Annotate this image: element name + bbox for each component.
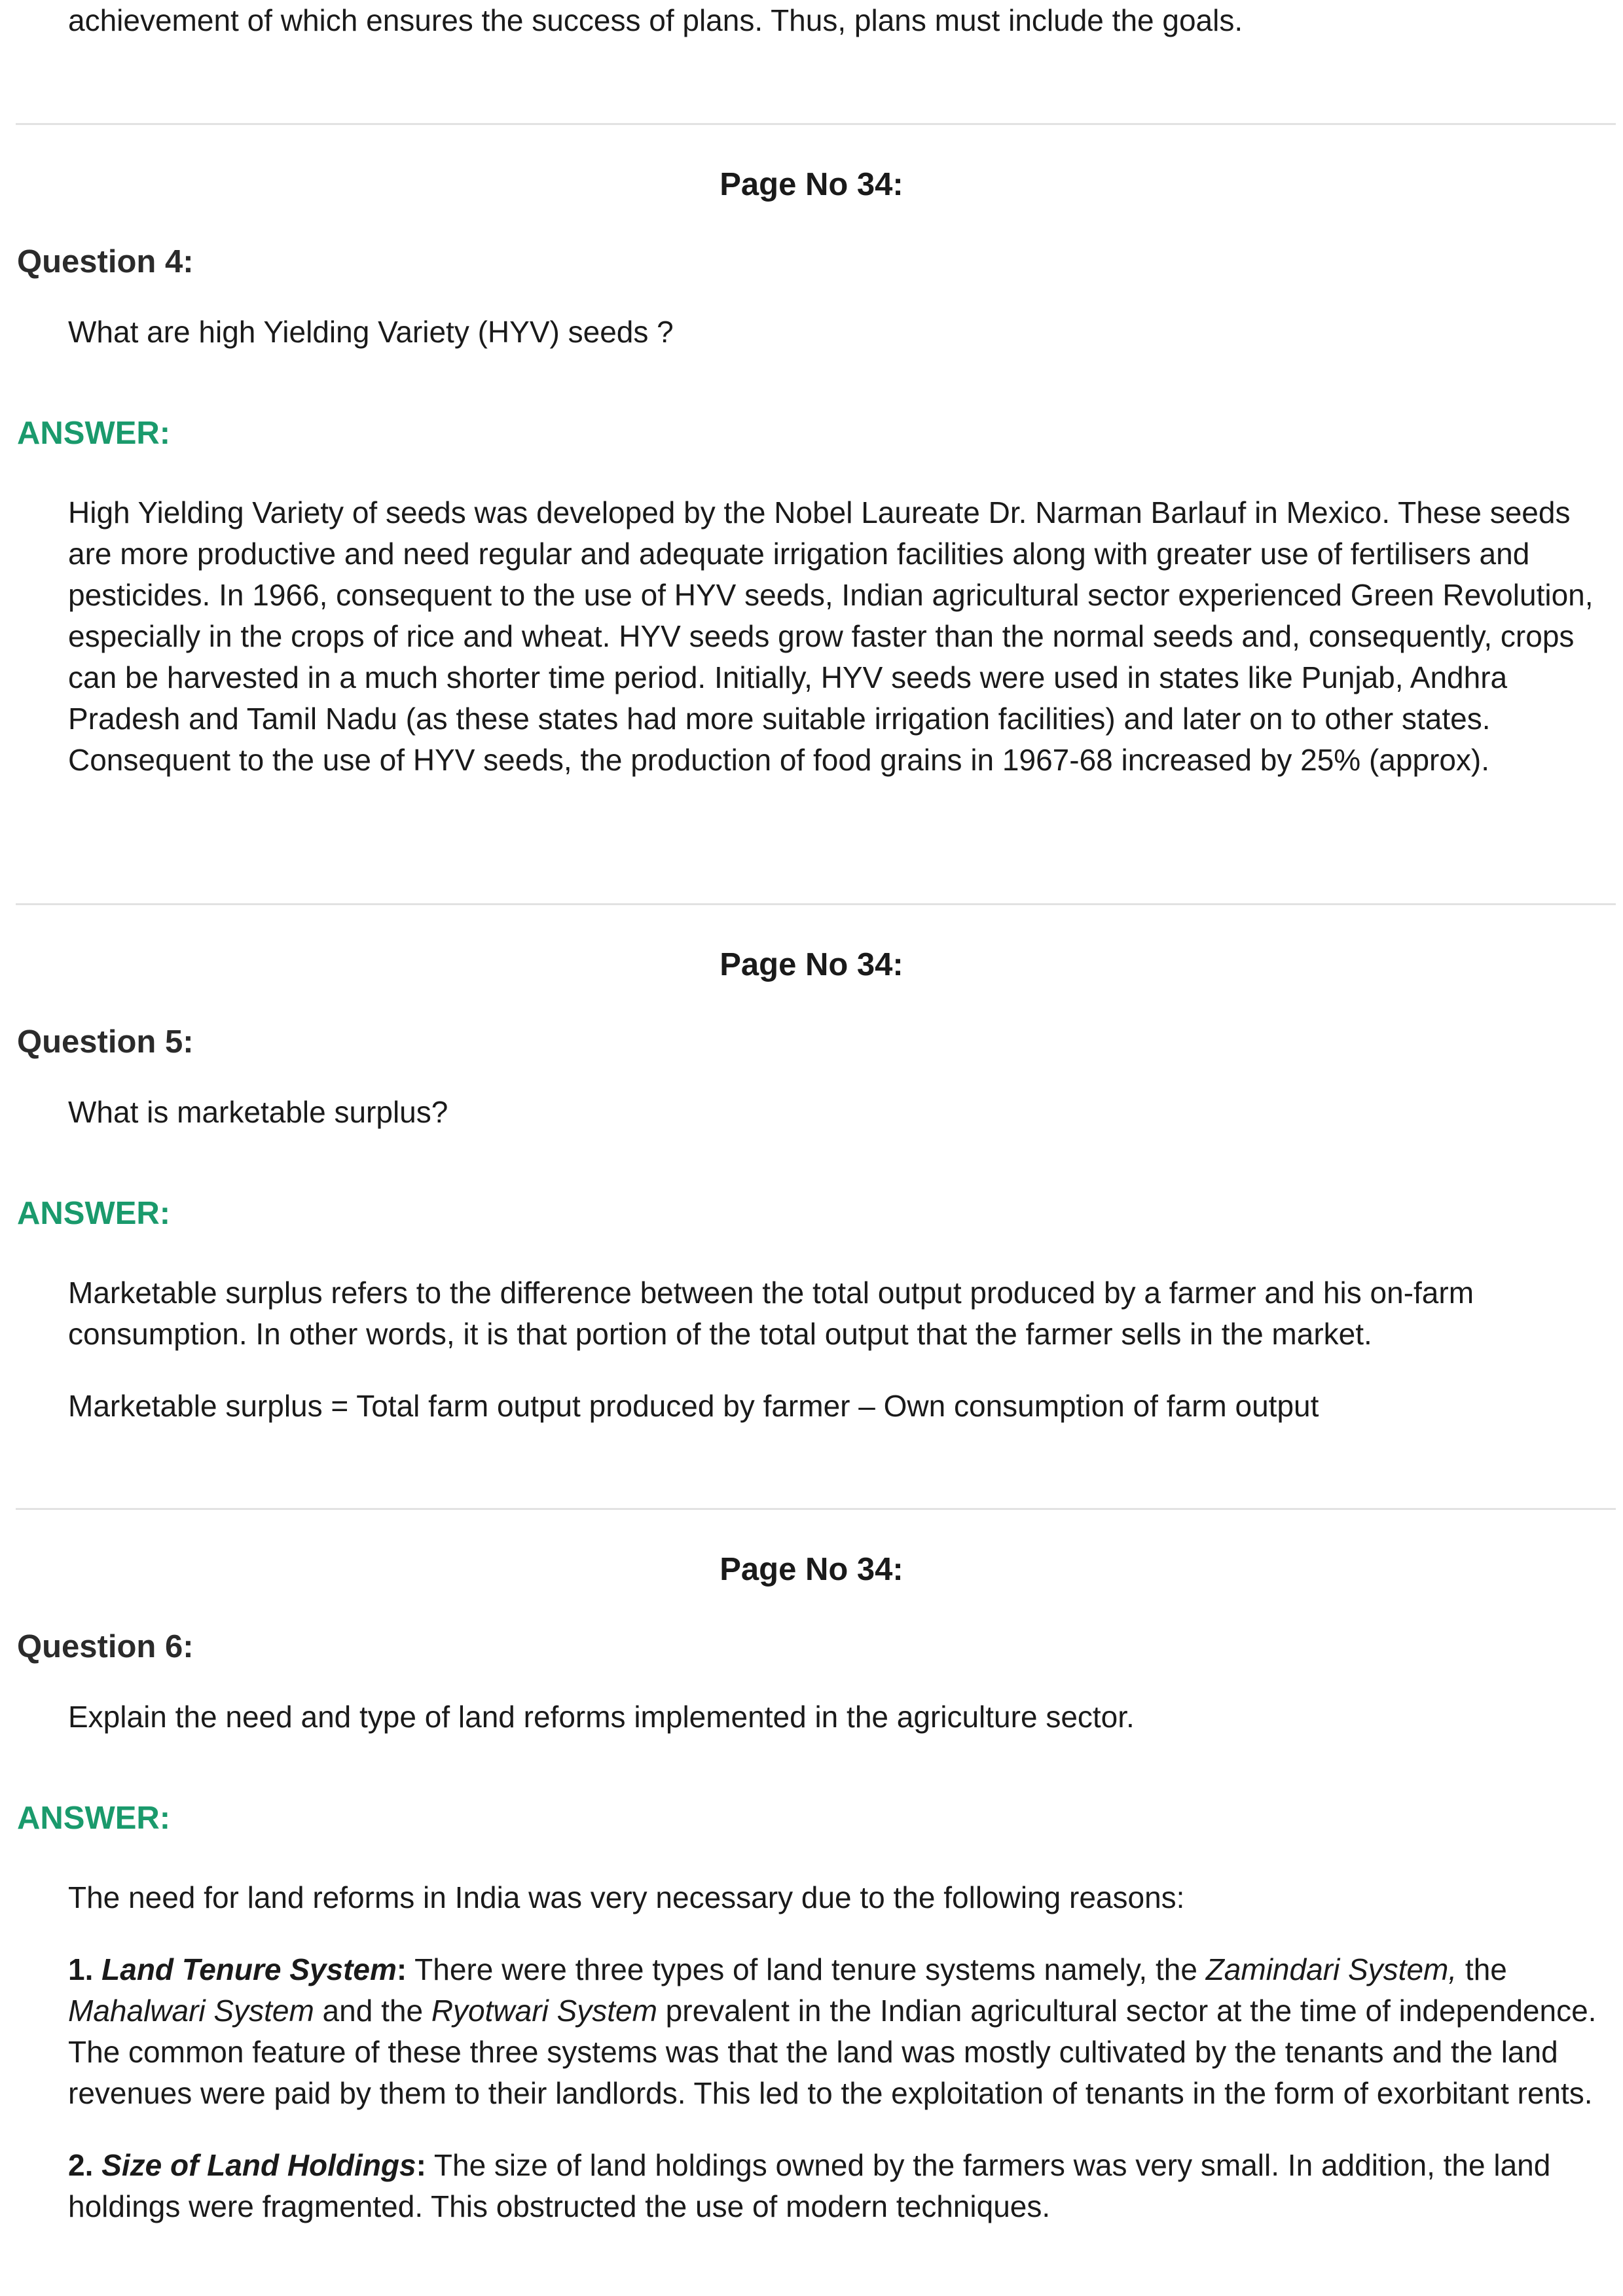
point-colon: : xyxy=(416,2148,426,2182)
term-ryotwari: Ryotwari System xyxy=(431,1994,657,2028)
point-text: The size of land holdings owned by the farmers was very small. In addition, the land holdings were fragmented. This obstructed the use of modern techniques. xyxy=(68,2148,1551,2223)
term-zamindari: Zamindari System, xyxy=(1205,1952,1457,1986)
answer-paragraph: High Yielding Variety of seeds was developed by the Nobel Laureate Dr. Narman Barlauf in Mexico. These seeds are more productive and need regular and adequate irrigation facilities along with greater use of fertilisers and pesticides. In 1966, consequent to the use of HYV seeds, Indian agricultural sector experienced Green Revolution, especially in the crops of rice and wheat. HYV seeds grow faster than the normal seeds and, consequently, crops can be harvested in a much shorter time period. Initially, HYV seeds were used in states like Punjab, Andhra Pradesh and Tamil Nadu (as these states had more suitable irrigation facilities) and later on to other states. Consequent to the use of HYV seeds, the production of food grains in 1967-68 increased by 25% (approx). xyxy=(68,495,1594,777)
question-label: Question 4: xyxy=(17,244,194,279)
point-text: and the xyxy=(314,1994,431,2028)
section-divider xyxy=(16,903,1616,905)
point-colon: : xyxy=(396,1952,407,1986)
point-text: prevalent in the Indian agricultural sector at the time of independence. The common feature of these three systems was that the land was mostly cultivated by the tenants and the land revenues were paid by them to their landlords. This led to the exploitation of tenants in the form of exorbitant rents. xyxy=(68,1994,1597,2110)
answer-label: ANSWER: xyxy=(17,1196,171,1231)
point-text: the xyxy=(1457,1952,1507,1986)
point-title: Land Tenure System xyxy=(101,1952,397,1986)
point-number: 1. xyxy=(68,1952,94,1986)
answer-paragraph: Marketable surplus refers to the difference between the total output produced by a farmer and his on-farm consumption. In other words, it is that portion of the total output that the farmer sells in the market. xyxy=(68,1276,1474,1351)
point-text: There were three types of land tenure systems namely, the xyxy=(407,1952,1206,1986)
section-divider xyxy=(16,1508,1616,1510)
section-divider xyxy=(16,123,1616,125)
question-text: What are high Yielding Variety (HYV) seeds ? xyxy=(68,315,674,349)
answer-point-2 xyxy=(68,2145,1603,2227)
answer-formula: Marketable surplus = Total farm output produced by farmer – Own consumption of farm output xyxy=(68,1389,1319,1423)
lead-text: achievement of which ensures the success of plans. Thus, plans must include the goals. xyxy=(68,3,1243,37)
answer-body xyxy=(68,1877,1603,2227)
point-title: Size of Land Holdings xyxy=(101,2148,416,2182)
point-number: 2. xyxy=(68,2148,94,2182)
term-mahalwari: Mahalwari System xyxy=(68,1994,314,2028)
page-number-heading: Page No 34: xyxy=(720,167,903,202)
question-label: Question 6: xyxy=(17,1629,194,1664)
answer-intro: The need for land reforms in India was very necessary due to the following reasons: xyxy=(68,1880,1185,1914)
question-text: What is marketable surplus? xyxy=(68,1095,448,1129)
question-label: Question 5: xyxy=(17,1024,194,1060)
answer-point-1 xyxy=(68,1949,1603,2114)
page-number-heading: Page No 34: xyxy=(720,1552,903,1587)
page-number-heading: Page No 34: xyxy=(720,947,903,982)
answer-label: ANSWER: xyxy=(17,1801,171,1836)
answer-label: ANSWER: xyxy=(17,416,171,451)
answer-body xyxy=(68,492,1603,781)
answer-body xyxy=(68,1272,1603,1427)
question-text: Explain the need and type of land reforms implemented in the agriculture sector. xyxy=(68,1700,1135,1734)
